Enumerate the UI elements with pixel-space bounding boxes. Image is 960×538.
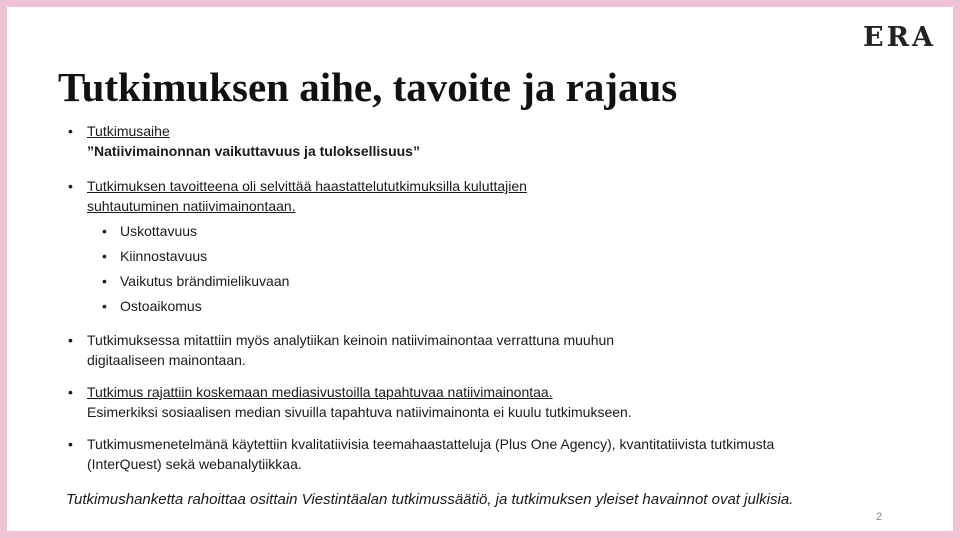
topic-name: ”Natiivimainonnan vaikuttavuus ja tuloksellisuus” xyxy=(87,143,420,159)
goal-line-1: • Tutkimuksen tavoitteena oli selvittää haastattelututkimuksilla kuluttajien xyxy=(87,178,527,194)
bullet-method xyxy=(65,434,915,474)
scope-line-1: • Tutkimus rajattiin koskemaan mediasivustoilla tapahtuvaa natiivimainontaa. xyxy=(87,384,553,400)
topic-label: • Tutkimusaihe xyxy=(87,123,170,139)
method-line-2: (InterQuest) sekä webanalytiikkaa. xyxy=(87,456,302,472)
sub-item-interest: • Kiinnostavuus xyxy=(65,246,915,266)
sub-item-purchase-intent: • Ostoaikomus xyxy=(65,296,915,316)
sub-item-brand-image: • Vaikutus brändimielikuvaan xyxy=(65,271,915,291)
bullet-scope xyxy=(65,382,915,422)
page-number: 2 xyxy=(876,511,883,523)
goal-line-2: suhtautuminen natiivimainontaan. xyxy=(87,198,296,214)
bullet-goal xyxy=(65,176,915,216)
comparison-line-2: digitaaliseen mainontaan. xyxy=(87,352,246,368)
comparison-line-1: • Tutkimuksessa mitattiin myös analytiikan keinoin natiivimainontaa verrattuna muuhun xyxy=(87,332,615,348)
era-logo: ERA xyxy=(863,22,936,53)
sub-item-credibility: • Uskottavuus xyxy=(65,221,915,241)
slide-title: Tutkimuksen aihe, tavoite ja rajaus xyxy=(58,64,678,110)
method-line-1: • Tutkimusmenetelmänä käytettiin kvalitatiivisia teemahaastatteluja (Plus One Agency), kvantitatiivista tutkimusta xyxy=(87,436,775,452)
scope-line-2: Esimerkiksi sosiaalisen median sivuilla tapahtuva natiivimainonta ei kuulu tutkimukseen. xyxy=(87,404,632,420)
funding-footnote: Tutkimushanketta rahoittaa osittain Viestintäalan tutkimussäätiö, ja tutkimuksen yleiset havainnot ovat julkisia. xyxy=(66,491,794,508)
bullet-list xyxy=(65,121,915,474)
bullet-comparison xyxy=(65,330,915,370)
bullet-topic xyxy=(65,121,915,161)
